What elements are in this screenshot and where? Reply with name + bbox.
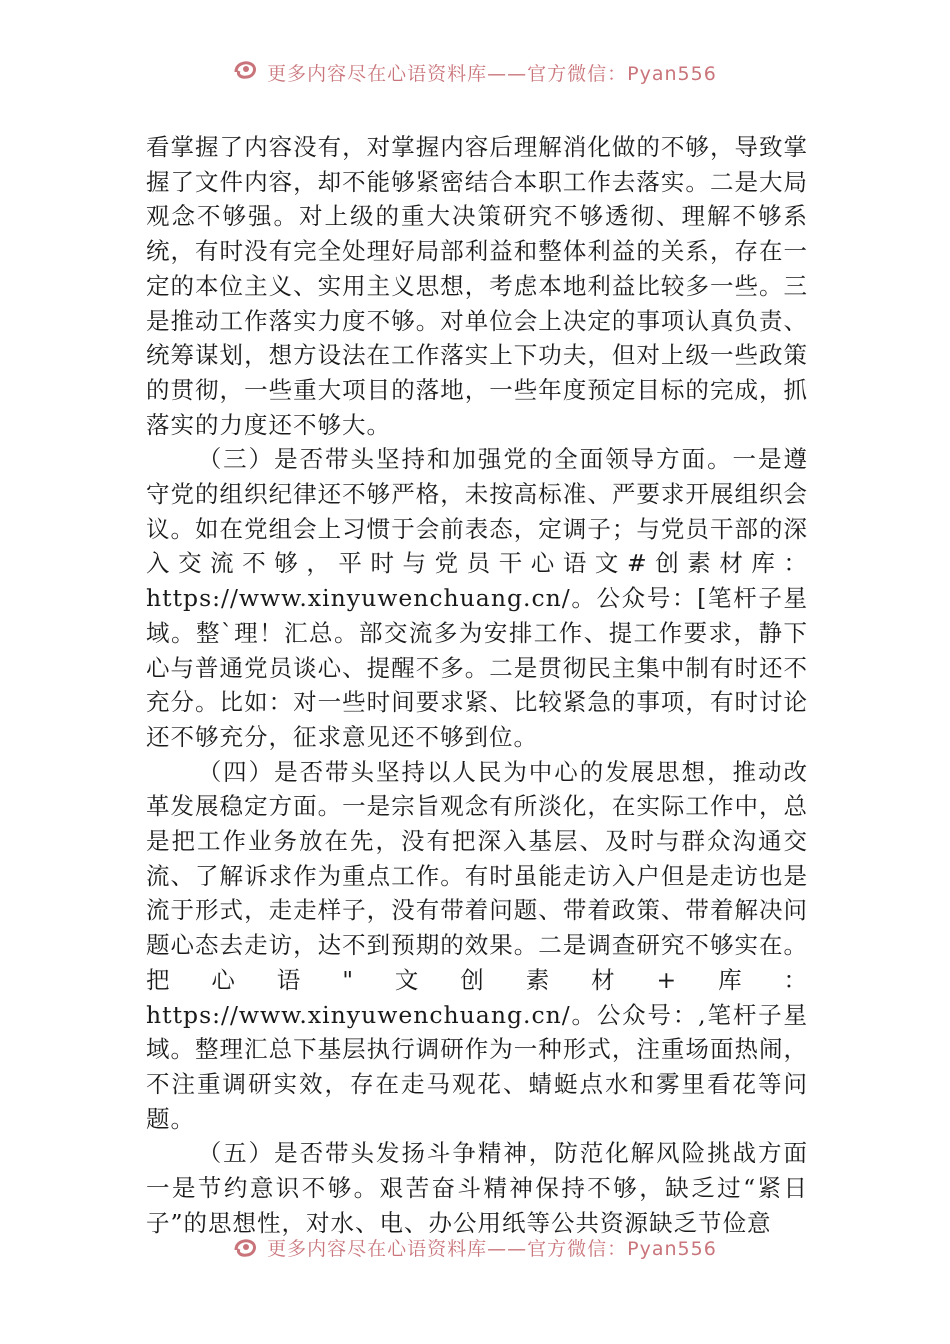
footer-banner-text: 更多内容尽在心语资料库——官方微信：Pyan556	[267, 1237, 717, 1260]
header-banner-text: 更多内容尽在心语资料库——官方微信：Pyan556	[267, 62, 717, 85]
document-body	[146, 130, 808, 1241]
paragraph-2: （三）是否带头坚持和加强党的全面领导方面。一是遵守党的组织纪律还不够严格，未按高标准、严要求开展组织会议。如在党组会上习惯于会前表态，定调子；与党员干部的深入交流不够，平时与党员干心语文#创素材库：https://www.xinyuwenchuang.cn/。公众号：[笔杆子星域。整`理！汇总。部交流多为安排工作、提工作要求，静下心与普通党员谈心、提醒不多。二是贯彻民主集中制有时还不充分。比如：对一些时间要求紧、比较紧急的事项，有时讨论还不够充分，征求意见还不够到位。	[146, 445, 808, 751]
paragraph-1: 看掌握了内容没有，对掌握内容后理解消化做的不够，导致掌握了文件内容，却不能够紧密结合本职工作去落实。二是大局观念不够强。对上级的重大决策研究不够透彻、理解不够系统，有时没有完全处理好局部利益和整体利益的关系，存在一定的本位主义、实用主义思想，考虑本地利益比较多一些。三是推动工作落实力度不够。对单位会上决定的事项认真负责、统筹谋划，想方设法在工作落实上下功夫，但对上级一些政策的贯彻，一些重大项目的落地，一些年度预定目标的完成，抓落实的力度还不够大。	[146, 133, 808, 439]
paragraph-3: （四）是否带头坚持以人民为中心的发展思想，推动改革发展稳定方面。一是宗旨观念有所淡化，在实际工作中，总是把工作业务放在先，没有把深入基层、及时与群众沟通交流、了解诉求作为重点工作。有时虽能走访入户但是走访也是流于形式，走走样子，没有带着问题、带着政策、带着解决问题心态去走访，达不到预期的效果。二是调查研究不够实在。把心语"文创素材+库：https://www.xinyuwenchuang.cn/。公众号：,笔杆子星域。整理汇总下基层执行调研作为一种形式，注重场面热闹，不注重调研实效，存在走马观花、蜻蜓点水和雾里看花等问题。	[146, 757, 808, 1133]
paragraph-4: （五）是否带头发扬斗争精神，防范化解风险挑战方面一是节约意识不够。艰苦奋斗精神保持不够，缺乏过“紧日子”的思想性，对水、电、办公用纸等公共资源缺乏节俭意	[146, 1139, 808, 1237]
logo-icon	[233, 1236, 259, 1258]
header-banner	[0, 52, 950, 86]
logo-icon	[233, 58, 259, 80]
footer-banner	[0, 1230, 950, 1264]
